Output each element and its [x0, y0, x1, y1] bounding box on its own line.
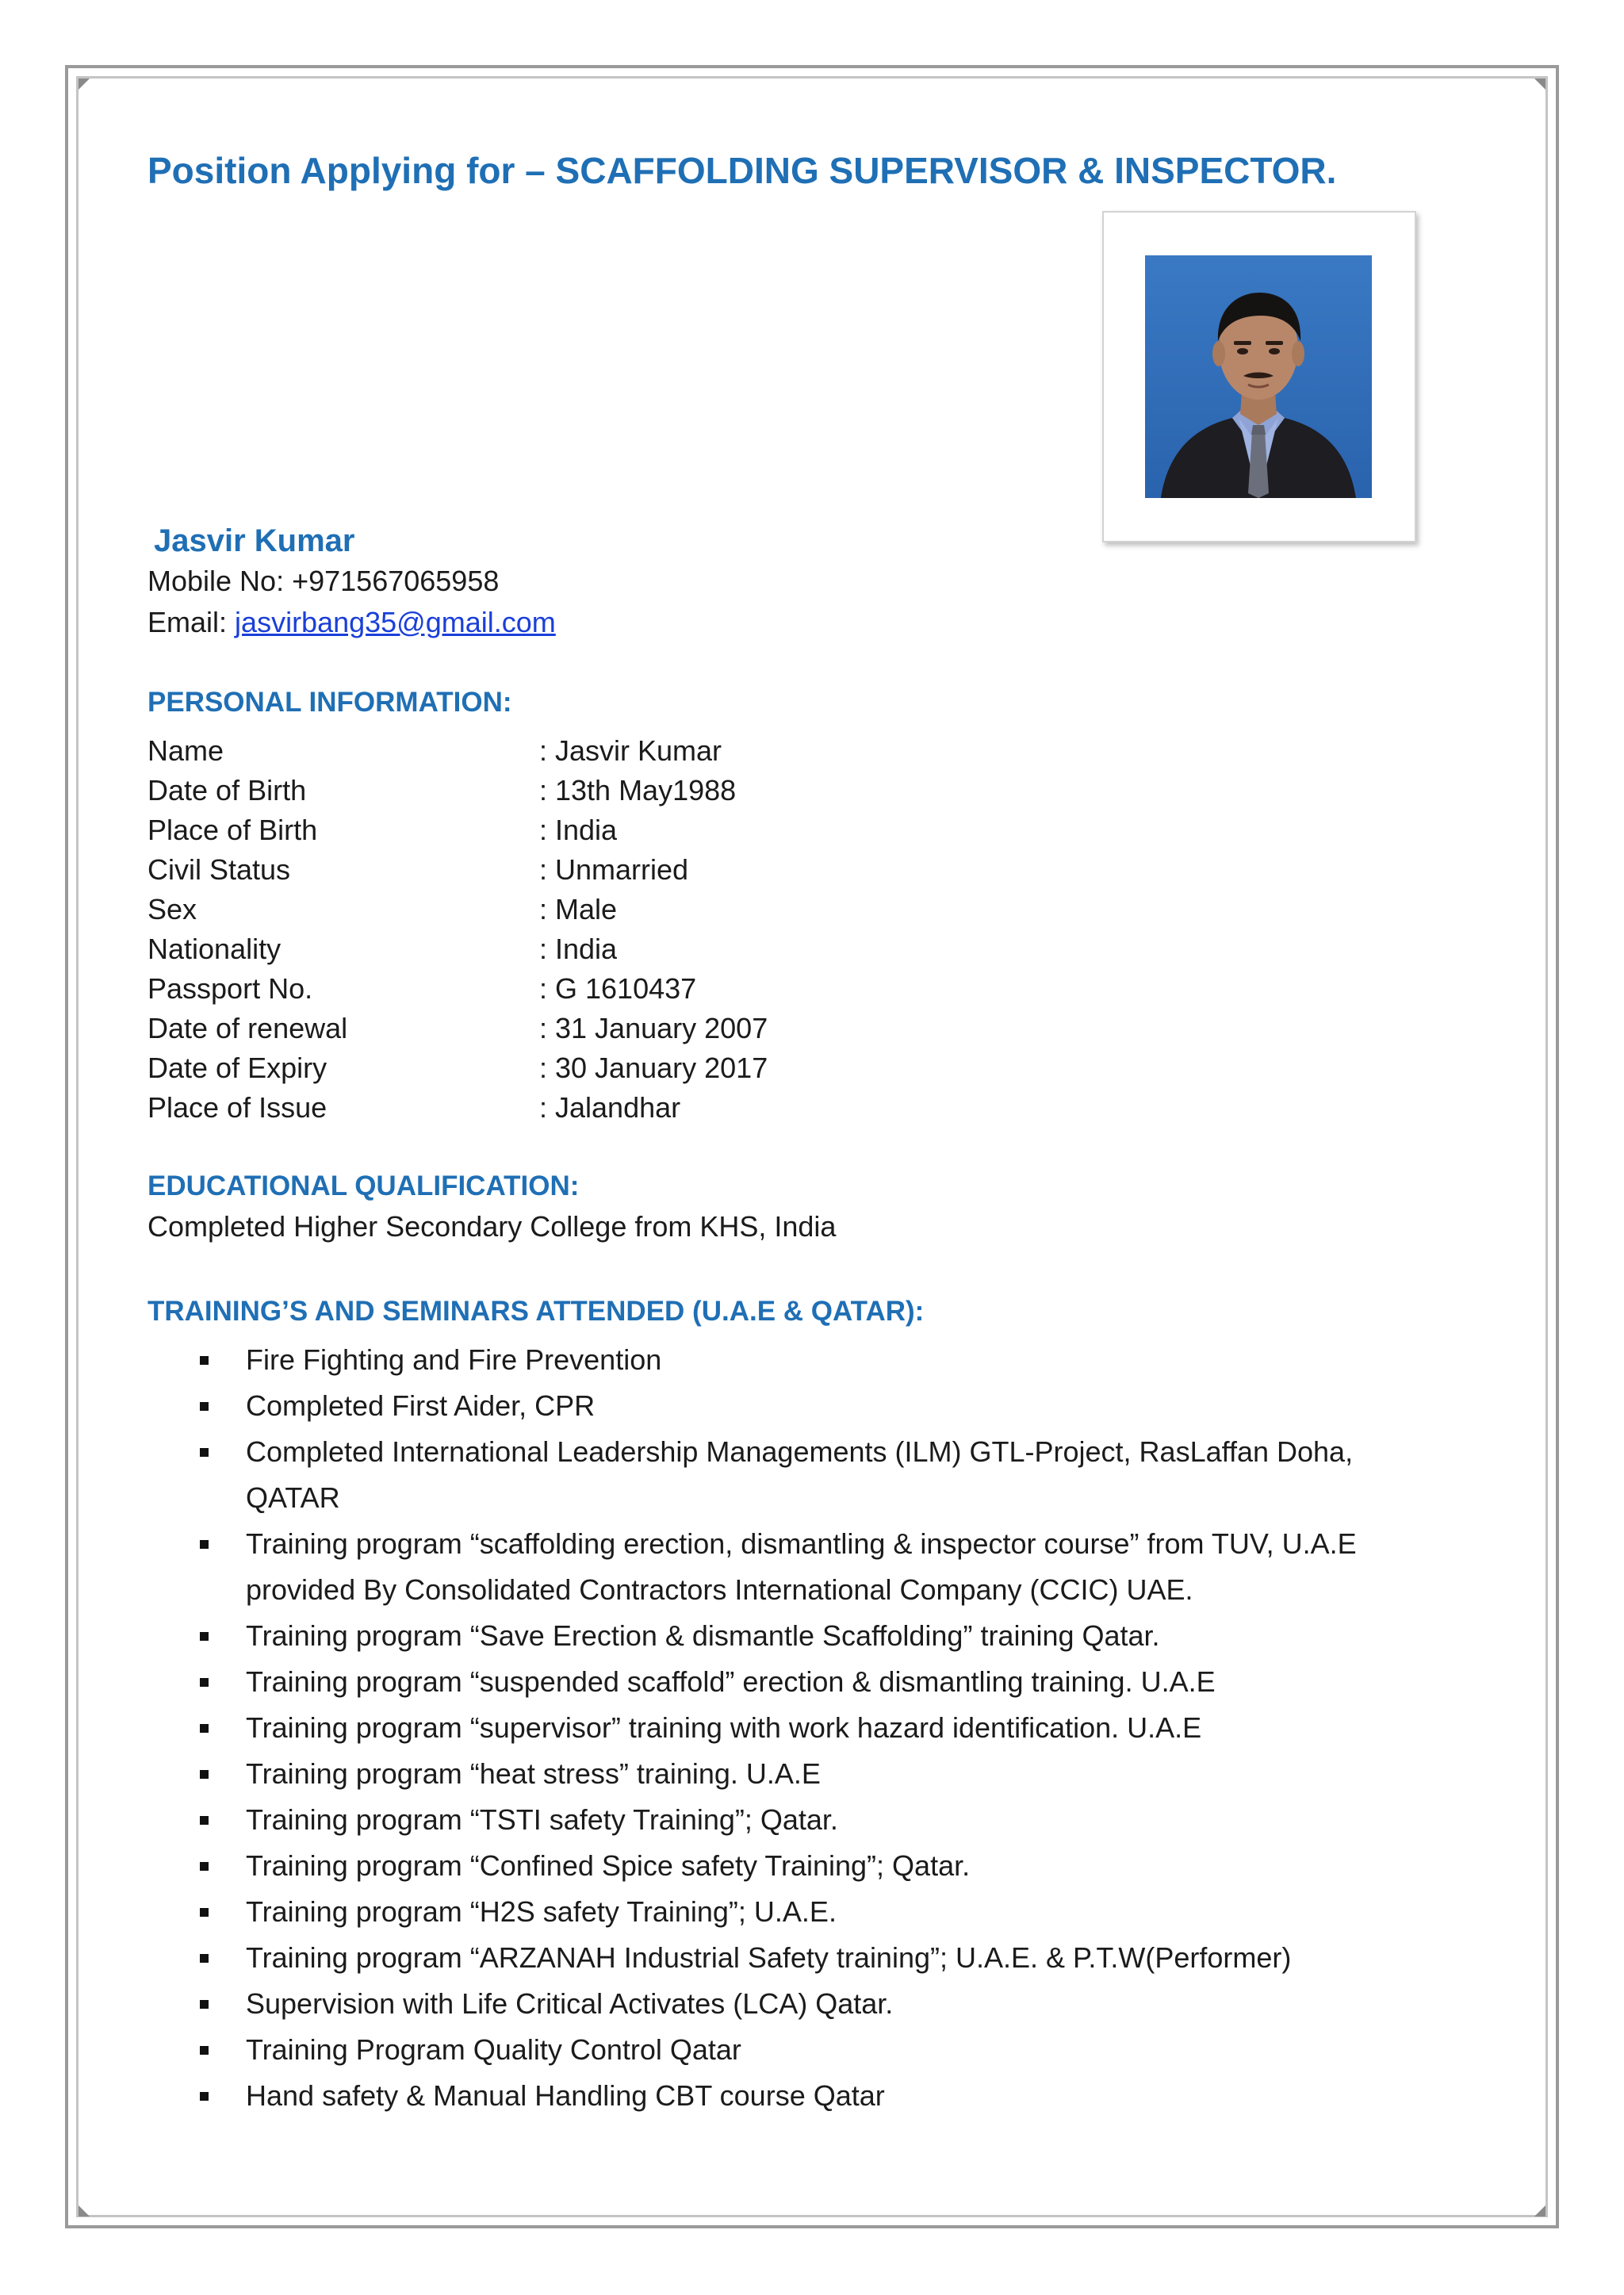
title-part-3: for – SCAFFOLDING SUPERVISOR & INSPECTOR.	[466, 150, 1337, 191]
bullet-square-icon	[200, 1356, 209, 1365]
info-label: Passport No.	[147, 972, 313, 1005]
mobile-label: Mobile No:	[147, 565, 285, 597]
info-label: Place of Birth	[147, 814, 318, 846]
list-item	[147, 1797, 1432, 1843]
corner-ornament-bottom-right	[1534, 2205, 1545, 2216]
mobile-number: +971567065958	[292, 565, 500, 597]
training-item-text: Training Program Quality Control Qatar	[246, 2033, 741, 2066]
list-item	[147, 1521, 1432, 1613]
training-item-text: Training program “ARZANAH Industrial Safety training”; U.A.E. & P.T.W(Performer)	[246, 1941, 1292, 1974]
applicant-photo	[1145, 255, 1372, 498]
email-line	[147, 606, 556, 639]
portrait-illustration	[1145, 255, 1372, 498]
bullet-square-icon	[200, 1724, 209, 1733]
info-value: : Jalandhar	[539, 1091, 681, 1124]
list-item	[147, 1383, 1432, 1429]
info-label: Civil Status	[147, 853, 291, 886]
education-heading: EDUCATIONAL QUALIFICATION:	[147, 1170, 580, 1201]
email-label: Email:	[147, 606, 228, 638]
list-item	[147, 1751, 1432, 1797]
info-label: Date of Expiry	[147, 1052, 327, 1084]
bullet-square-icon	[200, 2092, 209, 2101]
personal-info-heading: PERSONAL INFORMATION:	[147, 687, 512, 718]
info-label: Place of Issue	[147, 1091, 327, 1124]
info-value: : Jasvir Kumar	[539, 734, 722, 767]
bullet-square-icon	[200, 1908, 209, 1917]
bullet-square-icon	[200, 1540, 209, 1549]
bullet-square-icon	[200, 2046, 209, 2055]
email-link[interactable]: jasvirbang35@gmail.com	[235, 606, 556, 638]
training-heading: TRAINING’S AND SEMINARS ATTENDED (U.A.E & QATAR):	[147, 1296, 925, 1327]
bullet-square-icon	[200, 1862, 209, 1871]
training-item-text: Training program “supervisor” training with work hazard identification. U.A.E	[246, 1711, 1202, 1744]
info-value: : India	[539, 814, 618, 846]
training-item-text: Hand safety & Manual Handling CBT course Qatar	[246, 2079, 885, 2112]
bullet-square-icon	[200, 2000, 209, 2009]
list-item	[147, 1889, 1432, 1935]
training-item-text: Training program “scaffolding erection, dismantling & inspector course” from TUV, U.A.E provided By Consolidated Contractors International Company (CCIC) UAE.	[246, 1527, 1357, 1606]
info-label: Sex	[147, 893, 197, 925]
applicant-name: Jasvir Kumar	[154, 523, 355, 558]
training-item-text: Training program “heat stress” training. U.A.E	[246, 1757, 821, 1790]
info-label: Name	[147, 734, 224, 767]
training-item-text: Training program “H2S safety Training”; U.A.E.	[246, 1895, 837, 1928]
info-value: : 31 January 2007	[539, 1012, 768, 1044]
list-item	[147, 1935, 1432, 1981]
bullet-square-icon	[200, 1678, 209, 1687]
training-item-text: Completed First Aider, CPR	[246, 1389, 596, 1422]
info-label: Date of Birth	[147, 774, 307, 807]
bullet-square-icon	[200, 1402, 209, 1411]
bullet-square-icon	[200, 1770, 209, 1779]
title-part-2: Applying	[300, 150, 457, 191]
list-item	[147, 1705, 1432, 1751]
training-list	[147, 1337, 1432, 2119]
list-item	[147, 1659, 1432, 1705]
list-item	[147, 2073, 1432, 2119]
info-value: : G 1610437	[539, 972, 697, 1005]
training-item-text: Completed International Leadership Managements (ILM) GTL-Project, RasLaffan Doha, QATAR	[246, 1435, 1354, 1514]
bullet-square-icon	[200, 1448, 209, 1457]
corner-ornament-bottom-left	[79, 2205, 90, 2216]
applicant-photo-frame	[1102, 211, 1416, 542]
list-item	[147, 1429, 1432, 1521]
corner-ornament-top-left	[79, 79, 90, 90]
list-item	[147, 1613, 1432, 1659]
info-value: : Unmarried	[539, 853, 689, 886]
list-item	[147, 1981, 1432, 2027]
training-item-text: Training program “Save Erection & dismantle Scaffolding” training Qatar.	[246, 1619, 1160, 1652]
training-item-text: Supervision with Life Critical Activates (LCA) Qatar.	[246, 1987, 894, 2020]
position-title	[147, 149, 1336, 192]
info-label: Date of renewal	[147, 1012, 348, 1044]
corner-ornament-top-right	[1534, 79, 1545, 90]
list-item	[147, 1843, 1432, 1889]
info-value: : 30 January 2017	[539, 1052, 768, 1084]
bullet-square-icon	[200, 1632, 209, 1641]
list-item	[147, 2027, 1432, 2073]
training-item-text: Training program “suspended scaffold” erection & dismantling training. U.A.E	[246, 1665, 1216, 1698]
info-value: : Male	[539, 893, 618, 925]
list-item	[147, 1337, 1432, 1383]
training-item-text: Training program “TSTI safety Training”; Qatar.	[246, 1803, 838, 1836]
info-value: : 13th May1988	[539, 774, 737, 807]
education-text: Completed Higher Secondary College from KHS, India	[147, 1210, 837, 1243]
title-part-1: Position	[147, 150, 292, 191]
mobile-line	[147, 565, 499, 598]
training-item-text: Fire Fighting and Fire Prevention	[246, 1343, 662, 1376]
training-item-text: Training program “Confined Spice safety Training”; Qatar.	[246, 1849, 971, 1882]
info-label: Nationality	[147, 933, 282, 965]
bullet-square-icon	[200, 1816, 209, 1825]
bullet-square-icon	[200, 1954, 209, 1963]
info-value: : India	[539, 933, 618, 965]
